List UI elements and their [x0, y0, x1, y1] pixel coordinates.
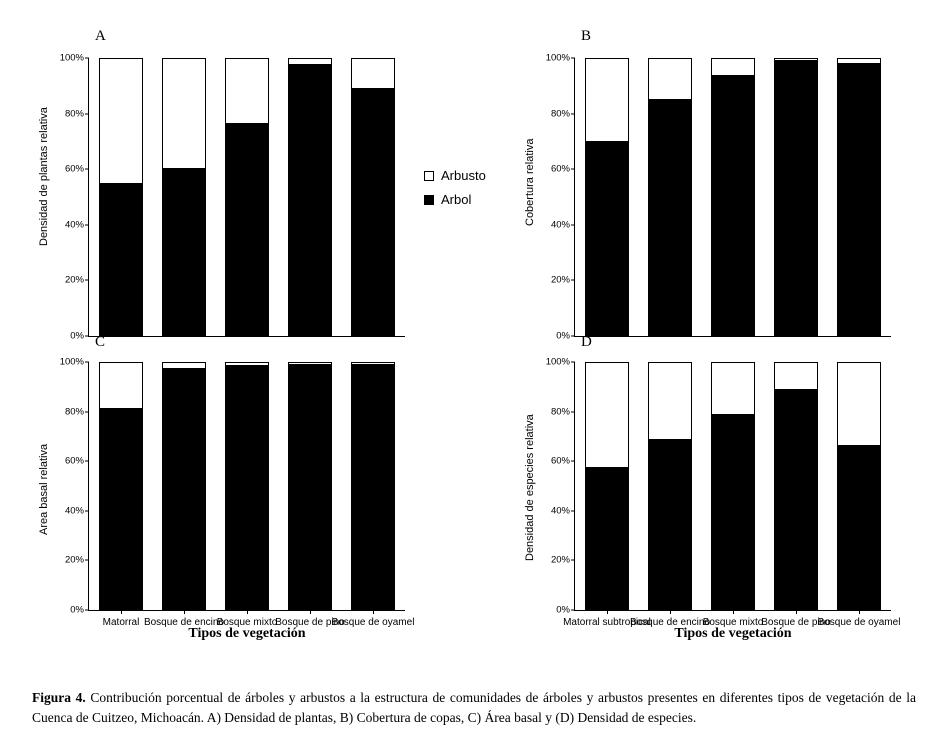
y-tick-label: 80%: [550, 406, 570, 418]
y-tick-label: 40%: [550, 219, 570, 231]
x-tick-label: Bosque de oyamel: [817, 617, 901, 628]
y-axis-title-d: Densidad de especies relativa: [524, 414, 536, 561]
bar-stack: [288, 362, 332, 610]
x-tick-mark: [310, 610, 311, 614]
chart-panel-c: [32, 330, 462, 660]
chart-panel-a: [32, 22, 462, 342]
bar-stack: [774, 58, 818, 336]
bar-stack: [99, 362, 143, 610]
y-tick-mark: [85, 510, 89, 511]
figure-caption-text: Contribución porcentual de árboles y arbustos a la estructura de comunidades de árboles y arbustos presentes en diferentes tipos de vegetación de la Cuenca de Cuitzeo, Michoacán. A) Densidad de plantas, B) Cobertura de copas, C) Área basal y (D) Densidad de especies.: [32, 690, 916, 725]
bar-stack: [162, 362, 206, 610]
y-tick-label: 100%: [59, 52, 84, 64]
panel-letter-c: C: [95, 334, 106, 350]
bar-segment-arbol: [225, 123, 269, 336]
bar-segment-arbol: [774, 60, 818, 336]
x-tick-label: Bosque mixto: [702, 617, 764, 628]
y-tick-label: 40%: [550, 505, 570, 517]
y-tick-label: 100%: [545, 356, 570, 368]
y-tick-label: 60%: [550, 163, 570, 175]
bar-segment-arbol: [99, 408, 143, 610]
bar-stack: [162, 58, 206, 336]
plot-area-b: [545, 52, 891, 342]
bar-stack: [837, 58, 881, 336]
y-tick-mark: [571, 560, 575, 561]
x-tick-label: Matorral: [102, 617, 140, 628]
y-tick-mark: [85, 610, 89, 611]
x-tick-mark: [796, 610, 797, 614]
x-tick-label: Bosque de encino: [629, 617, 711, 628]
panel-letter-a: A: [95, 28, 106, 44]
y-tick-label: 100%: [59, 356, 84, 368]
bar-segment-arbol: [99, 183, 143, 336]
x-tick-mark: [670, 610, 671, 614]
bar-segment-arbol: [225, 365, 269, 610]
chart-panel-b: [518, 22, 947, 342]
x-tick-mark: [733, 610, 734, 614]
panel-letter-b: B: [581, 28, 592, 44]
x-axis-title-c: Tipos de vegetación: [188, 626, 306, 641]
legend-item-arbol: [424, 192, 486, 207]
x-tick-label: Bosque de pino: [761, 617, 831, 628]
y-tick-mark: [571, 362, 575, 363]
bar-segment-arbol: [774, 389, 818, 610]
bar-stack: [837, 362, 881, 610]
y-tick-mark: [571, 280, 575, 281]
bar-stack: [225, 58, 269, 336]
x-tick-mark: [859, 610, 860, 614]
chart-panel-d: [518, 330, 947, 660]
bar-segment-arbol: [585, 141, 629, 336]
y-tick-mark: [571, 461, 575, 462]
y-tick-label: 20%: [550, 274, 570, 286]
x-axis-title-d: Tipos de vegetación: [674, 626, 792, 641]
y-tick-mark: [85, 280, 89, 281]
x-tick-label: Matorral subtropical: [563, 617, 651, 628]
legend-label-arbusto: Arbusto: [441, 168, 486, 183]
x-tick-label: Bosque mixto: [216, 617, 278, 628]
bar-segment-arbol: [162, 368, 206, 610]
bar-segment-arbol: [288, 64, 332, 336]
x-tick-mark: [607, 610, 608, 614]
y-tick-label: 20%: [64, 274, 84, 286]
bar-segment-arbol: [648, 99, 692, 336]
bar-segment-arbol: [711, 75, 755, 336]
y-tick-label: 60%: [64, 455, 84, 467]
x-tick-label: Bosque de encino: [143, 617, 225, 628]
bar-segment-arbol: [351, 88, 395, 336]
y-tick-mark: [85, 113, 89, 114]
y-tick-label: 80%: [64, 406, 84, 418]
x-tick-label: Bosque de oyamel: [331, 617, 415, 628]
legend-label-arbol: Arbol: [441, 192, 472, 207]
bar-segment-arbol: [585, 467, 629, 610]
y-tick-label: 40%: [64, 505, 84, 517]
x-tick-mark: [184, 610, 185, 614]
y-tick-mark: [571, 169, 575, 170]
y-tick-mark: [571, 58, 575, 59]
bar-segment-arbol: [351, 364, 395, 610]
y-axis-title-b: Cobertura relativa: [524, 138, 536, 226]
y-tick-mark: [571, 411, 575, 412]
y-tick-label: 100%: [545, 52, 570, 64]
legend: [424, 168, 486, 216]
plot-area-d: [545, 356, 901, 628]
x-tick-mark: [247, 610, 248, 614]
bar-stack: [288, 58, 332, 336]
y-tick-label: 80%: [64, 108, 84, 120]
y-tick-mark: [571, 610, 575, 611]
bar-stack: [351, 58, 395, 336]
y-tick-label: 0%: [70, 330, 84, 342]
bar-stack: [711, 58, 755, 336]
y-tick-mark: [571, 224, 575, 225]
x-tick-mark: [373, 610, 374, 614]
y-axis-title-c: Area basal relativa: [38, 443, 50, 536]
bar-stack: [648, 362, 692, 610]
figure-caption: [32, 688, 916, 727]
x-tick-mark: [121, 610, 122, 614]
bar-segment-arbol: [648, 439, 692, 610]
y-tick-label: 0%: [556, 330, 570, 342]
bar-stack: [225, 362, 269, 610]
legend-swatch-arbol-icon: [424, 195, 434, 205]
figure-caption-label: Figura 4.: [32, 690, 86, 705]
y-tick-label: 20%: [64, 554, 84, 566]
legend-item-arbusto: [424, 168, 486, 183]
bar-stack: [99, 58, 143, 336]
bar-stack: [711, 362, 755, 610]
bar-stack: [351, 362, 395, 610]
y-tick-mark: [85, 224, 89, 225]
y-axis-title-a: Densidad de plantas relativa: [38, 107, 50, 247]
plot-area-a: [59, 52, 405, 342]
y-tick-label: 40%: [64, 219, 84, 231]
y-tick-label: 60%: [550, 455, 570, 467]
y-tick-mark: [571, 510, 575, 511]
y-tick-label: 0%: [70, 604, 84, 616]
y-tick-label: 60%: [64, 163, 84, 175]
y-tick-mark: [85, 560, 89, 561]
bar-stack: [585, 58, 629, 336]
plot-area-c: [59, 356, 415, 628]
y-tick-mark: [571, 113, 575, 114]
y-tick-label: 20%: [550, 554, 570, 566]
y-tick-label: 0%: [556, 604, 570, 616]
bar-segment-arbol: [837, 445, 881, 610]
y-tick-mark: [85, 461, 89, 462]
panel-letter-d: D: [581, 334, 592, 350]
y-tick-mark: [85, 169, 89, 170]
legend-swatch-arbusto-icon: [424, 171, 434, 181]
bar-segment-arbol: [837, 63, 881, 336]
y-tick-mark: [85, 411, 89, 412]
bar-segment-arbol: [288, 364, 332, 610]
bar-segment-arbol: [162, 168, 206, 336]
bar-stack: [585, 362, 629, 610]
bar-segment-arbol: [711, 414, 755, 610]
y-tick-mark: [85, 362, 89, 363]
x-tick-label: Bosque de pino: [275, 617, 345, 628]
bar-stack: [774, 362, 818, 610]
y-tick-mark: [85, 58, 89, 59]
bar-stack: [648, 58, 692, 336]
y-tick-label: 80%: [550, 108, 570, 120]
